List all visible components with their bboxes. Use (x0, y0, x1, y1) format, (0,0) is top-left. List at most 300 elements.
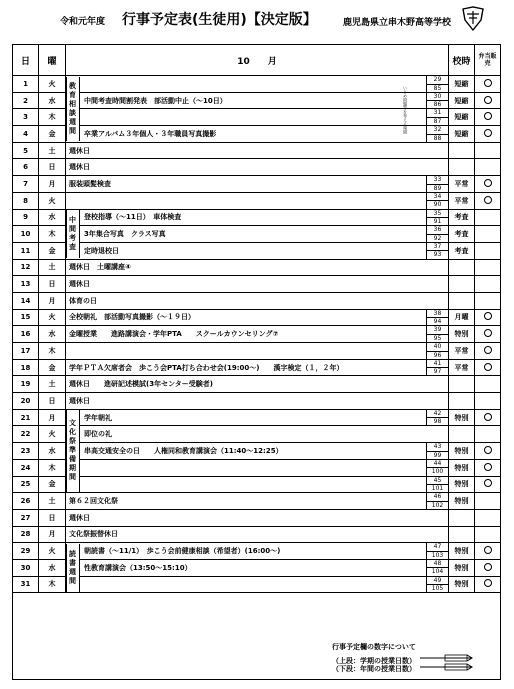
row-schedule-type: 短縮 (449, 109, 475, 126)
bento-available-icon (484, 413, 492, 421)
row-event-cell (66, 526, 449, 543)
row-event-cell (66, 309, 449, 326)
table-row (13, 242, 501, 259)
row-weekday: 月 (39, 409, 66, 426)
row-day: 2 (13, 92, 39, 109)
row-class-day-counts (426, 410, 448, 426)
page-header (0, 0, 514, 44)
row-schedule-type (449, 259, 475, 276)
year-day-count: 95 (433, 334, 442, 342)
row-schedule-type: 月曜 (449, 309, 475, 326)
table-row (13, 559, 501, 576)
year-day-count: 96 (433, 351, 442, 359)
row-bento-cell (475, 276, 501, 293)
term-day-count: 37 (427, 243, 448, 252)
bento-available-icon (484, 129, 492, 137)
table-row (13, 543, 501, 560)
row-class-day-counts (426, 126, 448, 142)
page-title: 行事予定表(生徒用)【決定版】 (122, 12, 317, 28)
row-day: 30 (13, 559, 39, 576)
table-row (13, 326, 501, 343)
row-event-cell (66, 493, 449, 510)
row-event: 全校朝礼 部活動写真撮影（～１９日） (69, 313, 195, 322)
row-bento-cell (475, 92, 501, 109)
row-class-day-counts (426, 560, 448, 576)
row-event-cell (66, 343, 449, 360)
row-event: 登校指導（～11日） 車体検査 (84, 213, 182, 222)
row-day: 14 (13, 292, 39, 309)
table-row (13, 176, 501, 193)
year-day-count: 102 (431, 501, 444, 509)
row-event-cell (66, 259, 449, 276)
row-day: 31 (13, 576, 39, 593)
row-schedule-type: 考査 (449, 242, 475, 259)
row-class-day-counts (426, 460, 448, 476)
row-event-cell (66, 226, 449, 243)
footer-arrows-icon (420, 654, 480, 672)
year-day-count: 105 (431, 585, 444, 593)
year-day-count: 89 (433, 184, 442, 192)
row-event-cell (66, 559, 449, 576)
row-schedule-type: 短縮 (449, 76, 475, 93)
row-event-cell (66, 292, 449, 309)
row-bento-cell (475, 543, 501, 560)
table-row (13, 409, 501, 426)
row-event: 中間考査時間割発表 部活動中止（～10日） (84, 96, 227, 105)
table-row (13, 493, 501, 510)
row-event-cell (66, 376, 449, 393)
row-class-day-counts (426, 210, 448, 226)
term-day-count: 49 (427, 577, 448, 586)
row-event: 週休日 (69, 396, 90, 405)
row-event: 学年ＰＴＡ欠席者会 歩こう会PTA打ち合わせ会(19:00～) 漢字検定（１，２年） (69, 363, 344, 372)
row-event-cell (66, 126, 449, 143)
row-day: 26 (13, 493, 39, 510)
row-day: 24 (13, 459, 39, 476)
row-schedule-type: 考査 (449, 226, 475, 243)
row-class-day-counts (426, 226, 448, 242)
term-day-count: 31 (427, 109, 448, 118)
row-bento-cell (475, 393, 501, 410)
row-day: 9 (13, 209, 39, 226)
row-day: 6 (13, 159, 39, 176)
year-day-count: 91 (433, 218, 442, 225)
row-event: 朝読書（～11/1） 歩こう会前健康相談（希望者）(16:00～) (84, 547, 281, 556)
row-bento-cell (475, 476, 501, 493)
row-bento-cell (475, 509, 501, 526)
bento-available-icon (484, 329, 492, 337)
term-day-count: 34 (427, 193, 448, 202)
row-class-day-counts (426, 326, 448, 342)
table-row (13, 159, 501, 176)
table-row (13, 126, 501, 143)
year-day-count: 88 (433, 134, 442, 142)
row-day: 3 (13, 109, 39, 126)
row-bento-cell (475, 576, 501, 593)
row-weekday: 土 (39, 376, 66, 393)
row-weekday: 月 (39, 292, 66, 309)
col-header-weekday: 曜 (39, 45, 66, 76)
row-weekday: 水 (39, 443, 66, 460)
school-year: 令和元年度 (60, 17, 106, 27)
bento-available-icon (484, 196, 492, 204)
row-class-day-counts (426, 109, 448, 125)
row-bento-cell (475, 159, 501, 176)
row-class-day-counts (426, 477, 448, 493)
row-event-cell (66, 92, 449, 109)
row-class-day-counts (426, 543, 448, 559)
row-bento-cell (475, 526, 501, 543)
row-day: 15 (13, 309, 39, 326)
row-weekday: 木 (39, 576, 66, 593)
term-day-count: 32 (427, 126, 448, 135)
row-day: 10 (13, 226, 39, 243)
row-day: 18 (13, 359, 39, 376)
row-weekday: 月 (39, 176, 66, 193)
row-class-day-counts (426, 343, 448, 359)
row-weekday: 木 (39, 109, 66, 126)
row-event: 文化祭振替休日 (69, 530, 118, 539)
row-event-cell (66, 76, 449, 93)
row-event: 週休日 土曜講座④ (69, 263, 131, 272)
row-event-cell (66, 142, 449, 159)
row-schedule-type (449, 142, 475, 159)
row-event-cell (66, 326, 449, 343)
term-day-count: 44 (427, 460, 448, 469)
row-bento-cell (475, 142, 501, 159)
table-row (13, 142, 501, 159)
term-day-count: 39 (427, 326, 448, 335)
row-day: 16 (13, 326, 39, 343)
row-schedule-type (449, 526, 475, 543)
row-weekday: 金 (39, 126, 66, 143)
bento-available-icon (484, 563, 492, 571)
row-schedule-type: 平常 (449, 192, 475, 209)
row-bento-cell (475, 192, 501, 209)
year-day-count: 87 (433, 117, 442, 125)
row-weekday: 日 (39, 509, 66, 526)
table-row (13, 276, 501, 293)
row-schedule-type (449, 292, 475, 309)
row-bento-cell (475, 126, 501, 143)
row-schedule-type: 特別 (449, 476, 475, 493)
term-day-count: 45 (427, 477, 448, 486)
bento-available-icon (484, 79, 492, 87)
row-event-cell (66, 393, 449, 410)
row-weekday: 水 (39, 209, 66, 226)
row-event-cell (66, 359, 449, 376)
table-row (13, 109, 501, 126)
table-row (13, 192, 501, 209)
term-day-count: 29 (427, 76, 448, 85)
row-event: 週休日 (69, 513, 90, 522)
term-day-count: 35 (427, 210, 448, 219)
row-day: 8 (13, 192, 39, 209)
row-event-cell (66, 209, 449, 226)
bento-available-icon (484, 96, 492, 104)
row-schedule-type: 特別 (449, 559, 475, 576)
row-class-day-counts (426, 443, 448, 459)
row-event-cell (66, 159, 449, 176)
row-weekday: 水 (39, 326, 66, 343)
row-bento-cell (475, 76, 501, 93)
table-row (13, 309, 501, 326)
col-header-bento (475, 45, 501, 76)
row-day: 22 (13, 426, 39, 443)
table-row (13, 76, 501, 93)
row-weekday: 金 (39, 476, 66, 493)
row-weekday: 火 (39, 76, 66, 93)
bento-available-icon (484, 363, 492, 371)
row-event: 第６２回文化祭 (69, 497, 118, 506)
bento-available-icon (484, 312, 492, 320)
table-row (13, 359, 501, 376)
row-day: 21 (13, 409, 39, 426)
row-weekday: 火 (39, 426, 66, 443)
row-class-day-counts (426, 310, 448, 326)
row-day: 20 (13, 393, 39, 410)
col-header-bento-label: 弁当販売 (478, 53, 497, 67)
row-event-cell (66, 509, 449, 526)
row-schedule-type (449, 426, 475, 443)
table-row (13, 443, 501, 460)
row-weekday: 木 (39, 343, 66, 360)
row-event: 週休日 (69, 280, 90, 289)
row-class-day-counts (426, 193, 448, 209)
row-bento-cell (475, 226, 501, 243)
row-event: 串高交通安全の日 人権同和教育講演会（11:40～12:25） (84, 446, 283, 455)
row-day: 4 (13, 126, 39, 143)
row-event-cell (66, 426, 449, 443)
footer-legend (332, 642, 416, 673)
row-schedule-type: 考査 (449, 209, 475, 226)
term-day-count: 43 (427, 443, 448, 452)
row-event: 即位の礼 (84, 430, 112, 439)
bento-available-icon (484, 479, 492, 487)
row-bento-cell (475, 443, 501, 460)
col-header-month: 10 月 (66, 45, 449, 76)
footer-legend-title: 行事予定欄の数字について (332, 643, 416, 651)
row-class-day-counts (426, 360, 448, 376)
year-day-count: 93 (433, 251, 442, 259)
table-row (13, 226, 501, 243)
term-day-count: 41 (427, 360, 448, 369)
event-group-label: 読 書 週 間 (66, 544, 80, 592)
table-row (13, 92, 501, 109)
row-event: 3年集合写真 クラス写真 (84, 230, 166, 239)
row-day: 19 (13, 376, 39, 393)
row-event: 学年朝礼 (84, 413, 112, 422)
bento-available-icon (484, 446, 492, 454)
row-event-cell (66, 276, 449, 293)
year-day-count: 85 (433, 84, 442, 92)
row-weekday: 日 (39, 276, 66, 293)
row-event: 週休日 (69, 163, 90, 172)
year-day-count: 92 (433, 234, 442, 242)
year-day-count: 104 (431, 568, 444, 576)
row-event: 週休日 (69, 146, 90, 155)
row-class-day-counts (426, 493, 448, 509)
term-day-count: 47 (427, 543, 448, 552)
row-weekday: 金 (39, 359, 66, 376)
row-day: 7 (13, 176, 39, 193)
event-group-label: 文 化 祭 準 備 期 間 (66, 410, 80, 491)
row-schedule-type: 平常 (449, 343, 475, 360)
row-day: 27 (13, 509, 39, 526)
row-weekday: 土 (39, 259, 66, 276)
row-bento-cell (475, 376, 501, 393)
row-event: 体育の日 (69, 296, 97, 305)
row-weekday: 土 (39, 493, 66, 510)
year-day-count: 90 (433, 201, 442, 209)
row-class-day-counts (426, 243, 448, 259)
term-day-count: 48 (427, 560, 448, 569)
bento-available-icon (484, 579, 492, 587)
school-emblem-icon (460, 6, 486, 32)
row-class-day-counts (426, 93, 448, 109)
table-row (13, 576, 501, 593)
row-bento-cell (475, 292, 501, 309)
bento-available-icon (484, 346, 492, 354)
term-day-count: 40 (427, 343, 448, 352)
table-row (13, 526, 501, 543)
row-event-cell (66, 109, 449, 126)
table-row (13, 376, 501, 393)
row-bento-cell (475, 326, 501, 343)
row-bento-cell (475, 559, 501, 576)
row-day: 25 (13, 476, 39, 493)
row-event: 卒業アルバム３年個人・３年職員写真撮影 (84, 129, 217, 138)
table-row (13, 259, 501, 276)
event-group-label: 教 育 相 談 週 間 (66, 77, 80, 142)
row-day: 29 (13, 543, 39, 560)
footer-legend-lower: （下段：年間の授業日数） (332, 665, 416, 673)
row-bento-cell (475, 343, 501, 360)
row-event-cell (66, 443, 449, 460)
row-bento-cell (475, 426, 501, 443)
bento-available-icon (484, 546, 492, 554)
row-event-cell (66, 409, 449, 426)
row-event-cell (66, 576, 449, 593)
year-day-count: 100 (431, 468, 444, 476)
row-day: 1 (13, 76, 39, 93)
table-row (13, 509, 501, 526)
table-header-row (13, 45, 501, 76)
row-weekday: 日 (39, 159, 66, 176)
row-schedule-type: 特別 (449, 543, 475, 560)
year-day-count: 103 (431, 551, 444, 559)
row-schedule-type: 平常 (449, 176, 475, 193)
row-class-day-counts (426, 176, 448, 192)
row-schedule-type (449, 393, 475, 410)
row-bento-cell (475, 259, 501, 276)
row-schedule-type (449, 376, 475, 393)
table-row (13, 476, 501, 493)
row-event: 性教育講演会（13:50～15:10） (84, 563, 192, 572)
row-schedule-type: 特別 (449, 459, 475, 476)
row-day: 23 (13, 443, 39, 460)
row-event: 服装頭髪検査 (69, 179, 111, 188)
row-schedule-type: 短縮 (449, 126, 475, 143)
row-event-cell (66, 476, 449, 493)
row-weekday: 火 (39, 309, 66, 326)
row-schedule-type: 特別 (449, 409, 475, 426)
table-row (13, 343, 501, 360)
row-event-cell (66, 459, 449, 476)
row-day: 5 (13, 142, 39, 159)
row-class-day-counts (426, 577, 448, 593)
school-name: 鹿児島県立串木野高等学校 (343, 18, 452, 28)
footer-legend-upper: （上段：学期の授業日数） (332, 657, 416, 665)
term-day-count: 38 (427, 310, 448, 319)
row-weekday: 水 (39, 92, 66, 109)
year-day-count: 86 (433, 101, 442, 109)
row-schedule-type (449, 159, 475, 176)
row-bento-cell (475, 493, 501, 510)
event-group-label: 中 間 考 査 (66, 210, 80, 258)
row-day: 12 (13, 259, 39, 276)
row-schedule-type: 特別 (449, 493, 475, 510)
term-day-count: 33 (427, 176, 448, 185)
schedule-table (12, 44, 501, 680)
term-day-count: 36 (427, 226, 448, 235)
row-event-cell (66, 176, 449, 193)
table-row (13, 292, 501, 309)
row-bento-cell (475, 359, 501, 376)
row-schedule-type: 特別 (449, 443, 475, 460)
col-header-day: 日 (13, 45, 39, 76)
row-bento-cell (475, 459, 501, 476)
row-bento-cell (475, 309, 501, 326)
year-day-count: 99 (433, 451, 442, 459)
row-day: 17 (13, 343, 39, 360)
row-bento-cell (475, 109, 501, 126)
row-schedule-type: 平常 (449, 359, 475, 376)
row-weekday: 金 (39, 242, 66, 259)
bento-available-icon (484, 112, 492, 120)
bullying-week-note: いじめ問題等を考える週間 (403, 86, 408, 134)
row-schedule-type (449, 276, 475, 293)
bento-available-icon (484, 179, 492, 187)
year-day-count: 97 (433, 368, 442, 376)
table-row (13, 393, 501, 410)
row-bento-cell (475, 409, 501, 426)
term-day-count: 42 (427, 410, 448, 419)
bento-available-icon (484, 463, 492, 471)
row-day: 11 (13, 242, 39, 259)
table-row (13, 426, 501, 443)
year-day-count: 101 (431, 485, 444, 492)
row-schedule-type: 特別 (449, 576, 475, 593)
term-day-count: 46 (427, 493, 448, 502)
row-day: 13 (13, 276, 39, 293)
row-event-cell (66, 543, 449, 560)
row-weekday: 木 (39, 226, 66, 243)
row-weekday: 火 (39, 543, 66, 560)
row-bento-cell (475, 176, 501, 193)
year-day-count: 94 (433, 318, 442, 326)
row-event: 週休日 進研記述模試(3年センター受験者) (69, 380, 213, 389)
row-event: 定時退校日 (84, 246, 119, 255)
row-event: 金曜授業 進路講演会・学年PTA スクールカウンセリング⑦ (69, 330, 279, 339)
col-header-sched: 校時 (449, 45, 475, 76)
row-weekday: 日 (39, 393, 66, 410)
row-day: 28 (13, 526, 39, 543)
row-schedule-type: 特別 (449, 326, 475, 343)
term-day-count: 30 (427, 93, 448, 102)
row-bento-cell (475, 209, 501, 226)
row-weekday: 月 (39, 526, 66, 543)
